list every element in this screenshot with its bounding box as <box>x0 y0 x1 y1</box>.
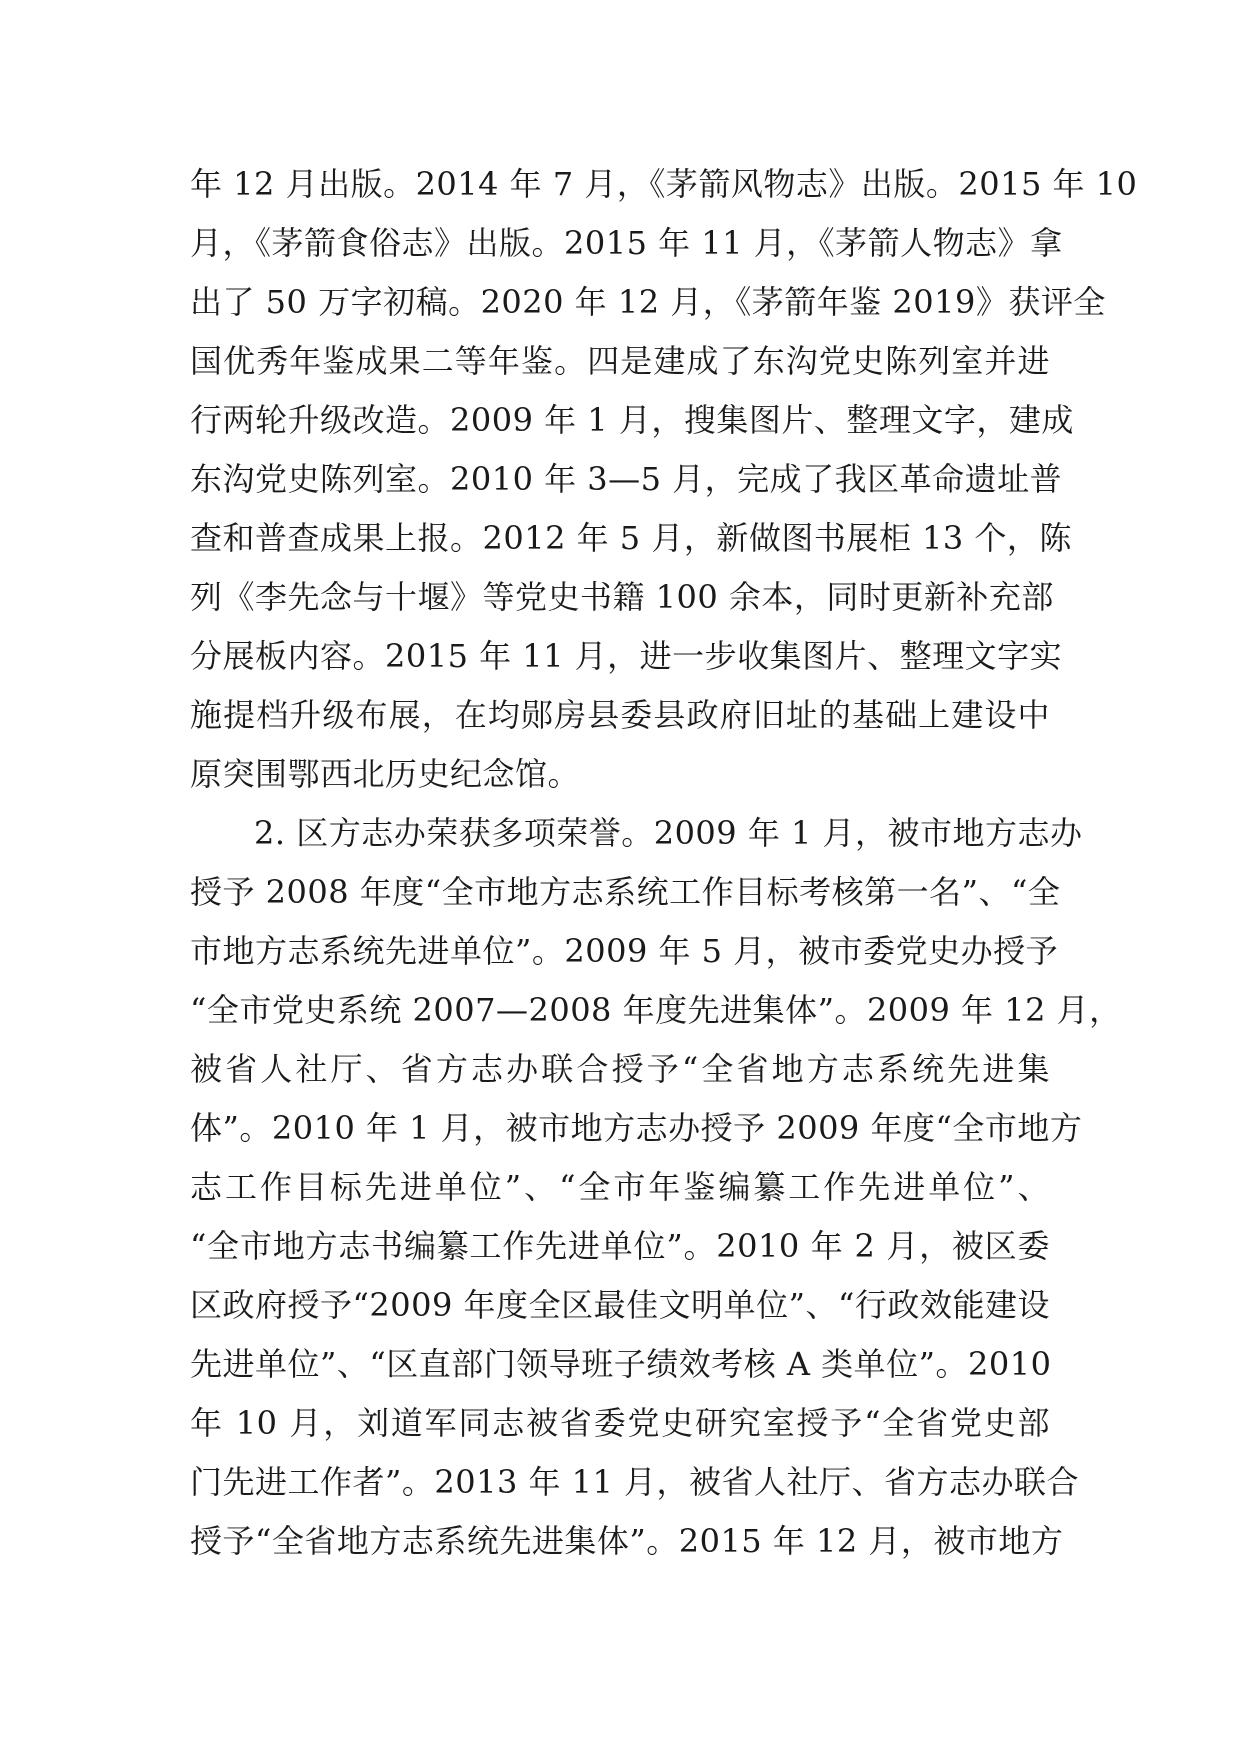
text-line: 年 10 月，刘道军同志被省委党史研究室授予“全省党史部 <box>190 1404 1050 1442</box>
text-line: “全市地方志书编纂工作先进单位”。2010 年 2 月，被区委 <box>190 1227 1050 1265</box>
text-line: 先进单位”、“区直部门领导班子绩效考核 A 类单位”。2010 <box>190 1345 1052 1383</box>
text-line: 月，《茅箭食俗志》出版。2015 年 11 月，《茅箭人物志》拿 <box>190 224 1063 262</box>
text-line: 行两轮升级改造。2009 年 1 月，搜集图片、整理文字，建成 <box>190 401 1074 439</box>
text-line: 东沟党史陈列室。2010 年 3—5 月，完成了我区革命遗址普 <box>190 460 1063 498</box>
body-text <box>190 155 1138 1571</box>
text-line: “全市党史系统 2007—2008 年度先进集体”。2009 年 12 月， <box>190 991 1122 1029</box>
text-line: 授予“全省地方志系统先进集体”。2015 年 12 月，被市地方 <box>190 1522 1064 1560</box>
text-line: 区政府授予“2009 年度全区最佳文明单位”、“行政效能建设 <box>190 1286 1050 1324</box>
text-line: 授予 2008 年度“全市地方志系统工作目标考核第一名”、“全 <box>190 873 1061 911</box>
paragraph-start-line: 2. 区方志办荣获多项荣誉。2009 年 1 月，被市地方志办 <box>254 814 1083 852</box>
paragraph-end-line: 原突围鄂西北历史纪念馆。 <box>190 755 581 793</box>
text-line: 查和普查成果上报。2012 年 5 月，新做图书展柜 13 个，陈 <box>190 519 1072 557</box>
text-line: 门先进工作者”。2013 年 11 月，被省人社厅、省方志办联合 <box>190 1463 1080 1501</box>
text-line: 国优秀年鉴成果二等年鉴。四是建成了东沟党史陈列室并进 <box>190 342 1050 380</box>
text-line: 出了 50 万字初稿。2020 年 12 月，《茅箭年鉴 2019》获评全 <box>190 283 1106 321</box>
text-line: 被省人社厅、省方志办联合授予“全省地方志系统先进集 <box>190 1050 1050 1088</box>
text-line: 年 12 月出版。2014 年 7 月，《茅箭风物志》出版。2015 年 10 <box>190 165 1138 203</box>
text-line: 志工作目标先进单位”、“全市年鉴编纂工作先进单位”、 <box>190 1168 1050 1206</box>
text-line: 体”。2010 年 1 月，被市地方志办授予 2009 年度“全市地方 <box>190 1109 1083 1147</box>
text-line: 施提档升级布展，在均郧房县委县政府旧址的基础上建设中 <box>190 696 1050 734</box>
text-line: 分展板内容。2015 年 11 月，进一步收集图片、整理文字实 <box>190 637 1063 675</box>
text-line: 市地方志系统先进单位”。2009 年 5 月，被市委党史办授予 <box>190 932 1059 970</box>
text-line: 列《李先念与十堰》等党史书籍 100 余本，同时更新补充部 <box>190 578 1054 616</box>
